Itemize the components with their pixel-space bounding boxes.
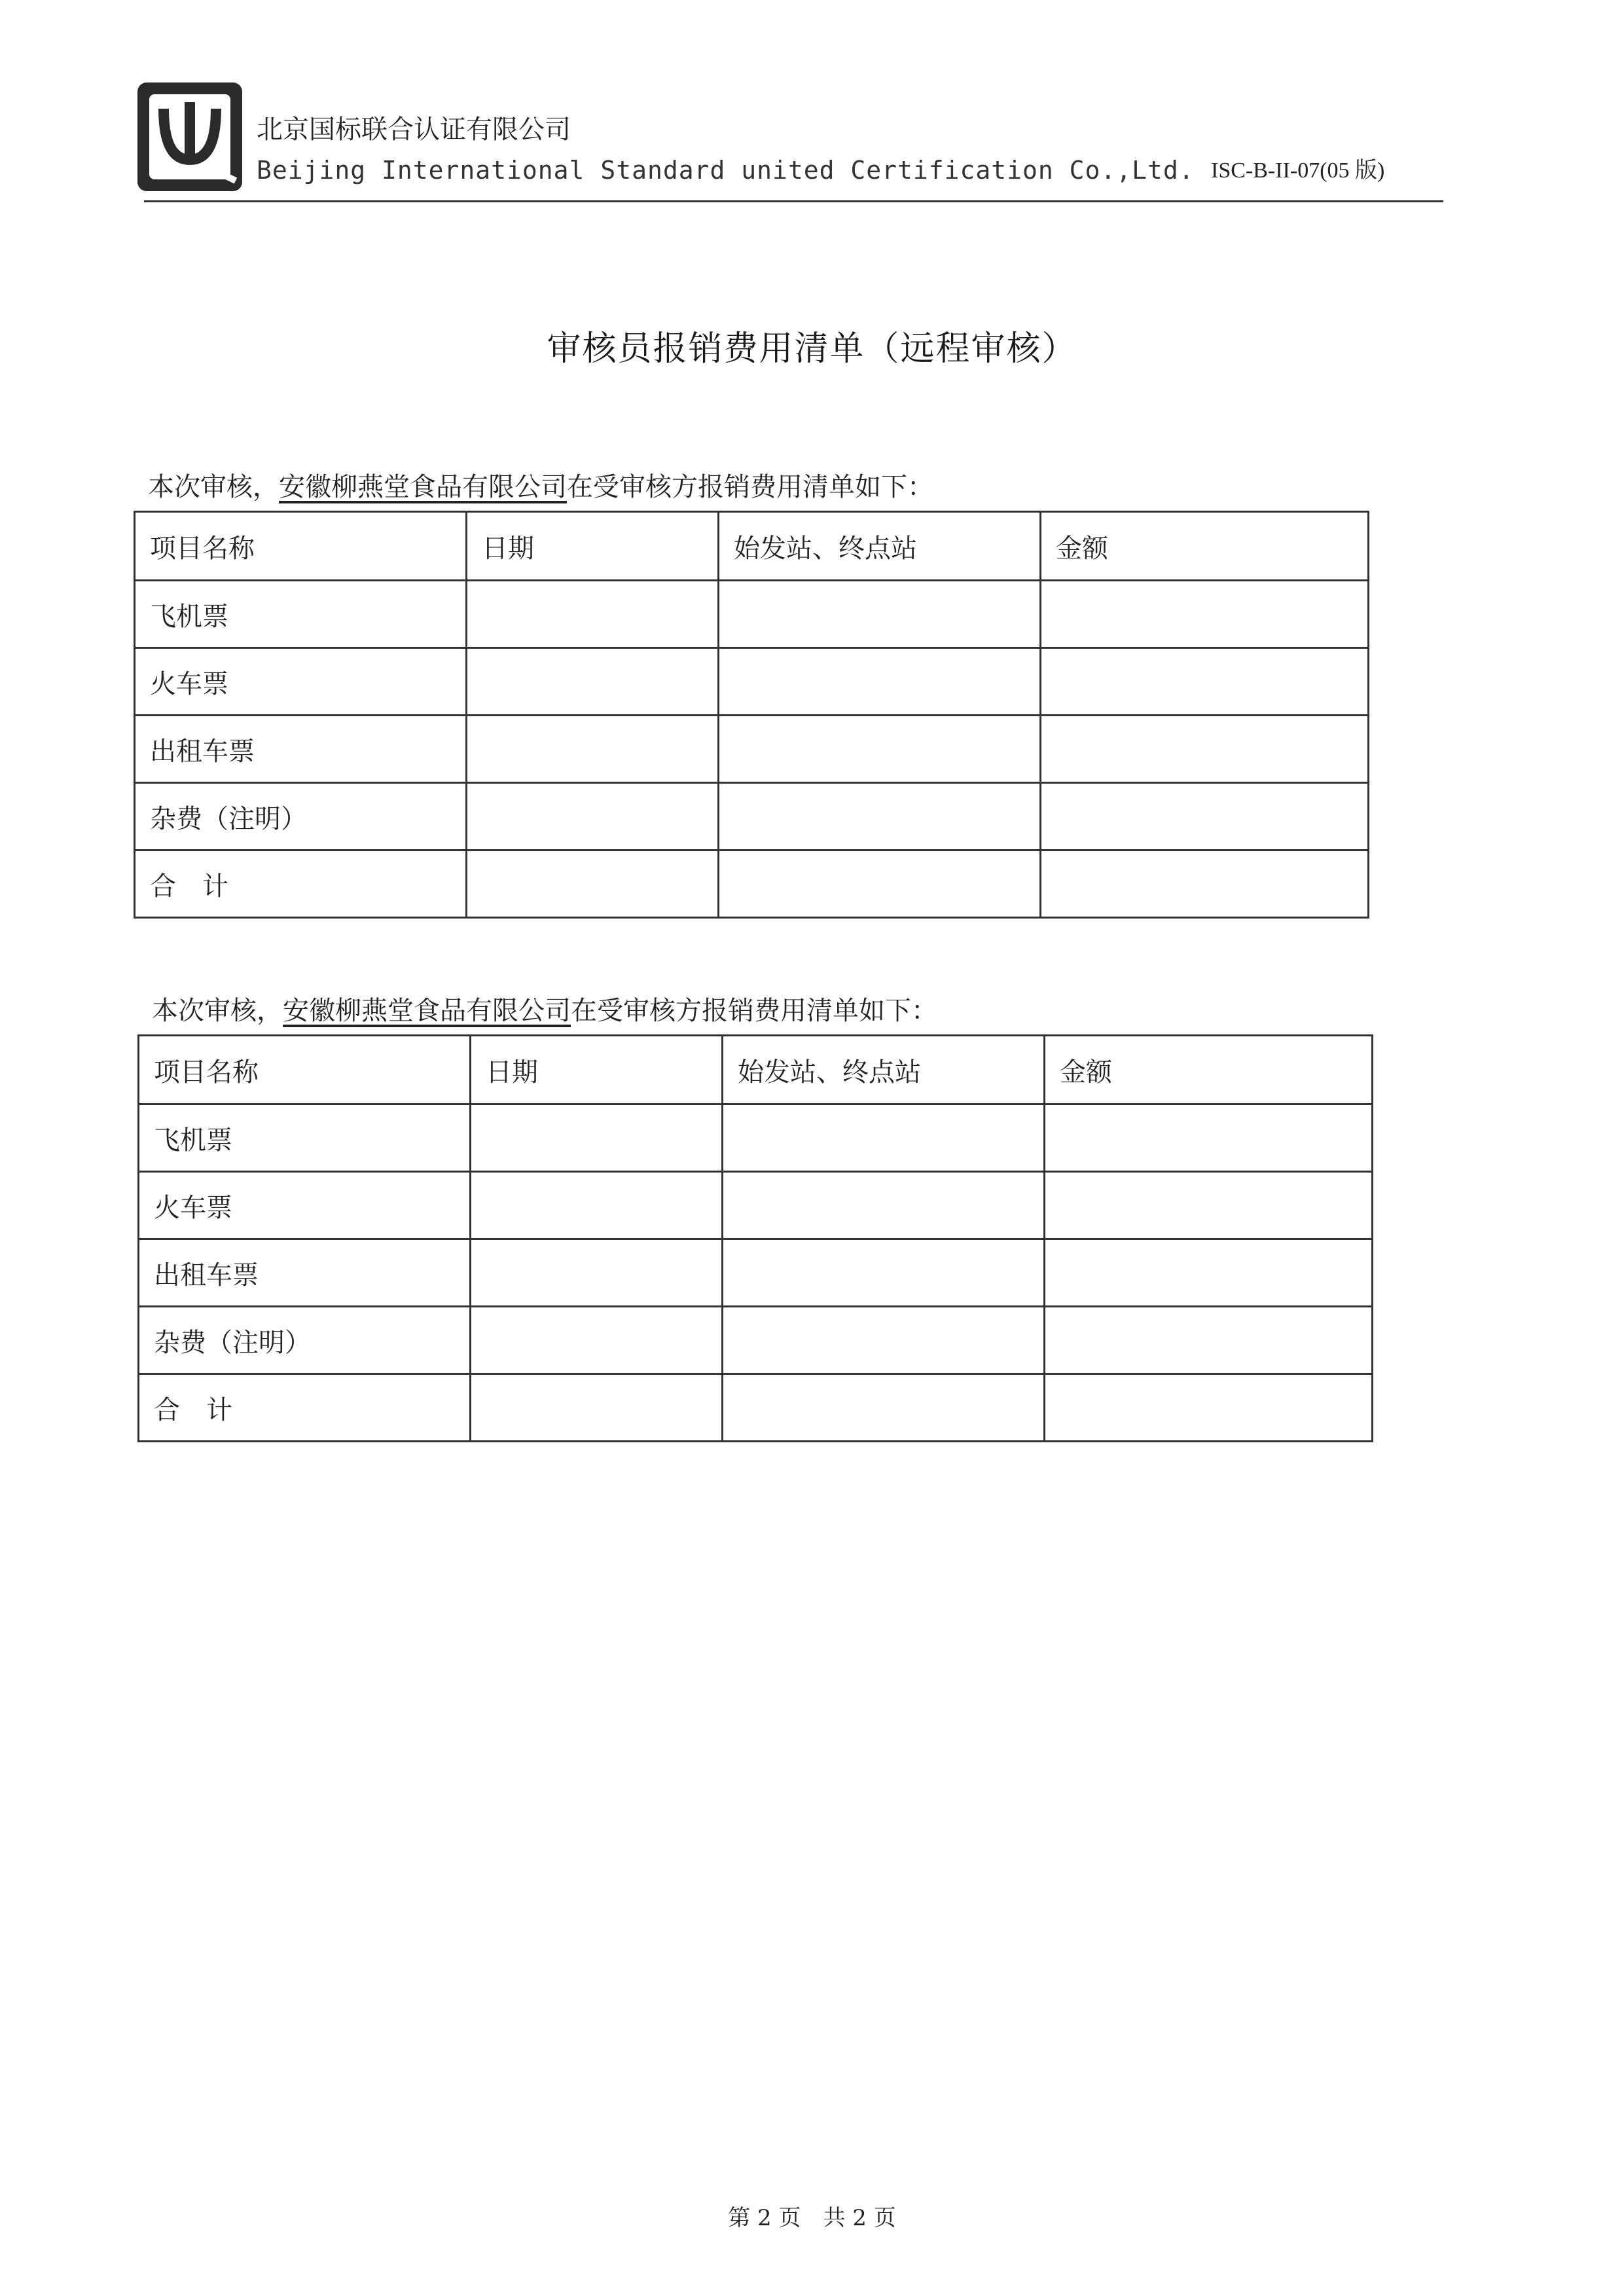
route-cell[interactable] [723,1172,1045,1239]
date-cell[interactable] [471,1374,723,1442]
table-row [135,648,1369,716]
amount-cell[interactable] [1045,1104,1373,1172]
column-header-route: 始发站、终点站 [719,512,1041,581]
date-cell[interactable] [467,581,719,648]
route-cell[interactable] [723,1104,1045,1172]
row-label: 出租车票 [135,716,467,783]
column-header-date: 日期 [471,1036,723,1104]
column-header-item: 项目名称 [139,1036,471,1104]
section-1-intro [148,466,933,503]
table-total-row [135,850,1369,918]
route-cell[interactable] [719,783,1041,850]
route-cell[interactable] [719,581,1041,648]
table-total-row [139,1374,1373,1442]
company-name-en: Beijing International Standard united Certification Co.,Ltd. [257,156,1195,185]
route-cell[interactable] [719,648,1041,716]
amount-cell[interactable] [1045,1172,1373,1239]
table-row [139,1172,1373,1239]
column-header-amount: 金额 [1045,1036,1373,1104]
date-cell[interactable] [467,783,719,850]
table-header-row [139,1036,1373,1104]
route-cell[interactable] [723,1374,1045,1442]
company-logo [137,82,242,191]
date-cell[interactable] [471,1239,723,1307]
column-header-date: 日期 [467,512,719,581]
row-label: 火车票 [135,648,467,716]
row-label: 飞机票 [135,581,467,648]
audited-company: 安徽柳燕堂食品有限公司 [283,996,571,1026]
table-row [135,581,1369,648]
row-label: 杂费（注明） [139,1307,471,1374]
intro-suffix: 在受审核方报销费用清单如下： [571,996,937,1026]
date-cell[interactable] [471,1307,723,1374]
document-code: ISC-B-II-07(05 版) [1211,158,1385,183]
date-cell[interactable] [471,1104,723,1172]
column-header-route: 始发站、终点站 [723,1036,1045,1104]
header-divider [144,200,1443,202]
amount-cell[interactable] [1041,581,1369,648]
page-title: 审核员报销费用清单（远程审核） [547,329,1077,369]
amount-cell[interactable] [1041,716,1369,783]
amount-cell[interactable] [1041,648,1369,716]
route-cell[interactable] [719,850,1041,918]
amount-cell[interactable] [1045,1307,1373,1374]
row-label: 合 计 [139,1374,471,1442]
page-number: 第 2 页 共 2 页 [728,2205,896,2231]
amount-cell[interactable] [1045,1239,1373,1307]
table-row [139,1239,1373,1307]
date-cell[interactable] [467,716,719,783]
table-row [135,716,1369,783]
amount-cell[interactable] [1041,850,1369,918]
row-label: 出租车票 [139,1239,471,1307]
audited-company: 安徽柳燕堂食品有限公司 [279,472,567,502]
column-header-item: 项目名称 [135,512,467,581]
column-header-amount: 金额 [1041,512,1369,581]
route-cell[interactable] [719,716,1041,783]
intro-prefix: 本次审核， [152,996,283,1026]
date-cell[interactable] [471,1172,723,1239]
expense-table-1 [134,511,1369,919]
date-cell[interactable] [467,850,719,918]
certification-logo-icon [137,82,242,191]
expense-table-2 [137,1034,1373,1442]
table-row [139,1307,1373,1374]
row-label: 合 计 [135,850,467,918]
table-header-row [135,512,1369,581]
table-row [135,783,1369,850]
row-label: 火车票 [139,1172,471,1239]
amount-cell[interactable] [1045,1374,1373,1442]
route-cell[interactable] [723,1239,1045,1307]
date-cell[interactable] [467,648,719,716]
intro-suffix: 在受审核方报销费用清单如下： [567,472,933,502]
section-2-intro [152,990,937,1027]
table-row [139,1104,1373,1172]
intro-prefix: 本次审核， [148,472,279,502]
company-name-cn: 北京国标联合认证有限公司 [257,115,571,145]
amount-cell[interactable] [1041,783,1369,850]
route-cell[interactable] [723,1307,1045,1374]
row-label: 杂费（注明） [135,783,467,850]
row-label: 飞机票 [139,1104,471,1172]
